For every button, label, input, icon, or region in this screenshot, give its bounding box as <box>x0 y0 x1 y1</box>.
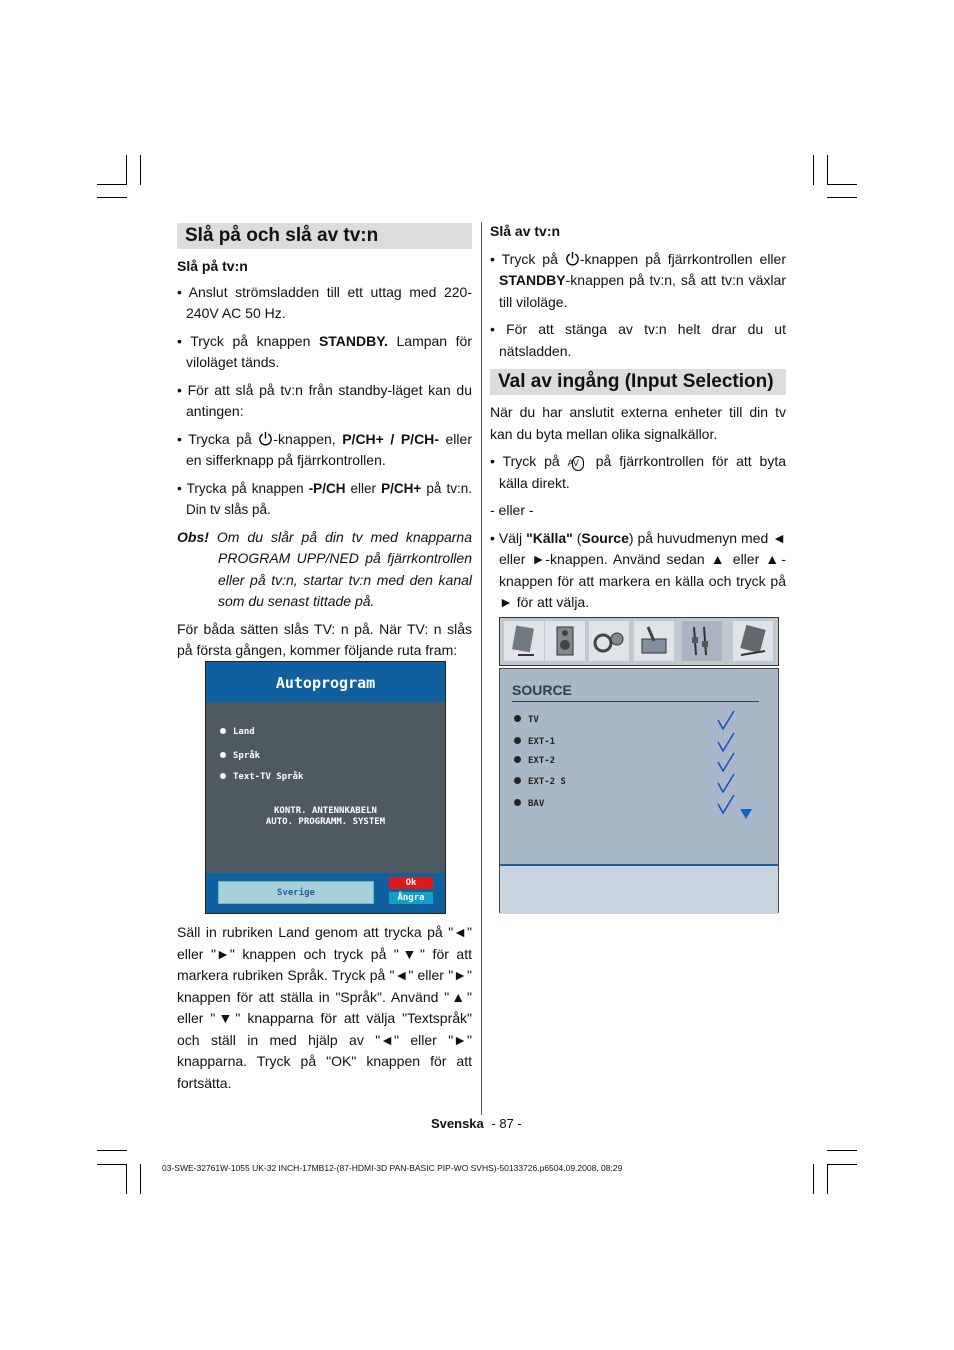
bullet: • Trycka på knappen -P/CH eller P/CH+ på tv:n. Din tv slås på. <box>177 480 472 517</box>
crop-mark <box>126 155 127 185</box>
crop-mark <box>97 197 127 198</box>
subheading-turn-off: Slå av tv:n <box>490 223 561 239</box>
print-info: 03-SWE-32761W-1055 UK-32 INCH-17MB12-(87-HDMI-3D PAN-BASIC PIP-WO SVHS)-50133726.p6504.09.2008, 08:29 <box>162 1163 623 1173</box>
bullet: • För att slå på tv:n från standby-läget kan du antingen: <box>177 381 472 419</box>
left-column <box>177 223 472 668</box>
checkmark-icon <box>716 709 736 731</box>
paragraph: För båda sätten slås TV: n på. När TV: n slås på första gången, kommer följande ruta fram: <box>177 620 472 658</box>
autoprogram-message: KONTR. ANTENNKABELN AUTO. PROGRAMM. SYSTEM <box>265 806 386 827</box>
menu-item-language[interactable]: Språk <box>220 751 260 761</box>
install-icon[interactable] <box>733 621 773 661</box>
tools-icon[interactable] <box>634 621 674 661</box>
main-menu-iconbar <box>499 617 779 666</box>
source-menu-footer <box>500 864 778 914</box>
power-icon <box>258 431 273 446</box>
bullet: • Trycka på -knappen, P/CH+ / P/CH- eller en sifferknapp på fjärrkontrollen. <box>177 430 472 468</box>
left-column-bottom <box>177 922 472 1100</box>
checkmark-icon <box>716 731 736 753</box>
picture-icon[interactable] <box>504 621 544 661</box>
crop-mark <box>97 1150 127 1151</box>
crop-mark <box>813 1164 814 1194</box>
section-heading-input: Val av ingång (Input Selection) <box>490 369 786 395</box>
speaker-icon[interactable] <box>545 621 585 661</box>
bullet: • För att stänga av tv:n helt drar du ut nätsladden. <box>490 321 786 359</box>
crop-mark <box>126 1164 127 1194</box>
source-item-ext2s[interactable]: EXT-2 S <box>514 777 566 787</box>
av-button-icon: AV <box>572 456 584 471</box>
autoprogram-footer <box>206 873 445 913</box>
crop-mark <box>827 1150 857 1151</box>
crop-mark <box>140 1164 141 1194</box>
subheading-turn-on: Slå på tv:n <box>177 258 248 274</box>
column-divider <box>481 222 482 1115</box>
or-text: - eller - <box>490 502 534 518</box>
autoprogram-screen <box>205 661 446 914</box>
checkmark-icon <box>716 793 736 815</box>
right-column <box>490 221 786 620</box>
power-icon <box>565 251 580 266</box>
bullet: • Anslut strömsladden till ett uttag med 220-240V AC 50 Hz. <box>177 283 472 321</box>
crop-mark <box>140 155 141 185</box>
crop-mark <box>827 197 857 198</box>
crop-mark <box>97 184 127 185</box>
crop-mark <box>827 184 857 185</box>
source-item-tv[interactable]: TV <box>514 715 539 725</box>
country-select[interactable]: Sverige <box>218 881 374 904</box>
cancel-button[interactable]: Ångra <box>389 892 433 904</box>
source-menu <box>499 668 779 913</box>
bullet: • Tryck på AV på fjärrkontrollen för att byta källa direkt. <box>490 453 787 491</box>
crop-mark <box>97 1164 127 1165</box>
menu-item-teletext-language[interactable]: Text-TV Språk <box>220 772 303 782</box>
menu-item-land[interactable]: Land <box>220 727 255 737</box>
paragraph: När du har anslutit externa enheter till din tv kan du byta mellan olika signalkällor. <box>490 404 786 442</box>
source-icon[interactable] <box>682 621 722 661</box>
source-label: SOURCE <box>512 682 572 698</box>
divider <box>512 701 759 702</box>
bullet: • Tryck på -knappen på fjärrkontrollen eller STANDBY-knappen på tv:n, så att tv:n växlar till viloläge. <box>490 250 786 310</box>
bullet: • Välj "Källa" (Source) på huvudmenyn med ◄ eller ►-knappen. Använd sedan ▲ eller ▲-knappen för att markera en källa och tryck på ► för att välja. <box>490 529 786 610</box>
crop-mark <box>827 1164 828 1194</box>
bullet: • Tryck på knappen STANDBY. Lampan för viloläget tänds. <box>177 332 473 370</box>
note: Obs! Om du slår på din tv med knapparna PROGRAM UPP/NED på fjärrkontrollen eller på tv:n, startar tv:n med den kanal som du senast tittade på. <box>177 528 472 609</box>
section-heading: Slå på och slå av tv:n <box>177 223 472 249</box>
features-icon[interactable] <box>589 621 629 661</box>
source-item-ext1[interactable]: EXT-1 <box>514 737 555 747</box>
ok-button[interactable]: Ok <box>389 877 433 889</box>
scroll-down-arrow-icon[interactable] <box>740 809 752 819</box>
crop-mark <box>813 155 814 185</box>
language-label: Svenska <box>431 1116 484 1131</box>
source-item-ext2[interactable]: EXT-2 <box>514 756 555 766</box>
source-item-bav[interactable]: BAV <box>514 799 544 809</box>
paragraph-instructions: Säll in rubriken Land genom att trycka på "◄" eller "►" knappen och tryck på "▼" för att markera rubriken Språk. Tryck på "◄" eller "►" knappen för att ställa in "Språk". Använd "▲" eller "▼" knapparna för att välja "Textspråk" och ställ in med hjälp av "◄" eller "►" knapparna. Tryck på "OK" knappen för att fortsätta. <box>177 924 472 1091</box>
page-footer <box>431 1116 522 1131</box>
crop-mark <box>827 1164 857 1165</box>
checkmark-icon <box>716 772 736 794</box>
autoprogram-title: Autoprogram <box>206 662 445 702</box>
page-number: - 87 - <box>491 1116 522 1131</box>
crop-mark <box>827 155 828 185</box>
checkmark-icon <box>716 751 736 773</box>
